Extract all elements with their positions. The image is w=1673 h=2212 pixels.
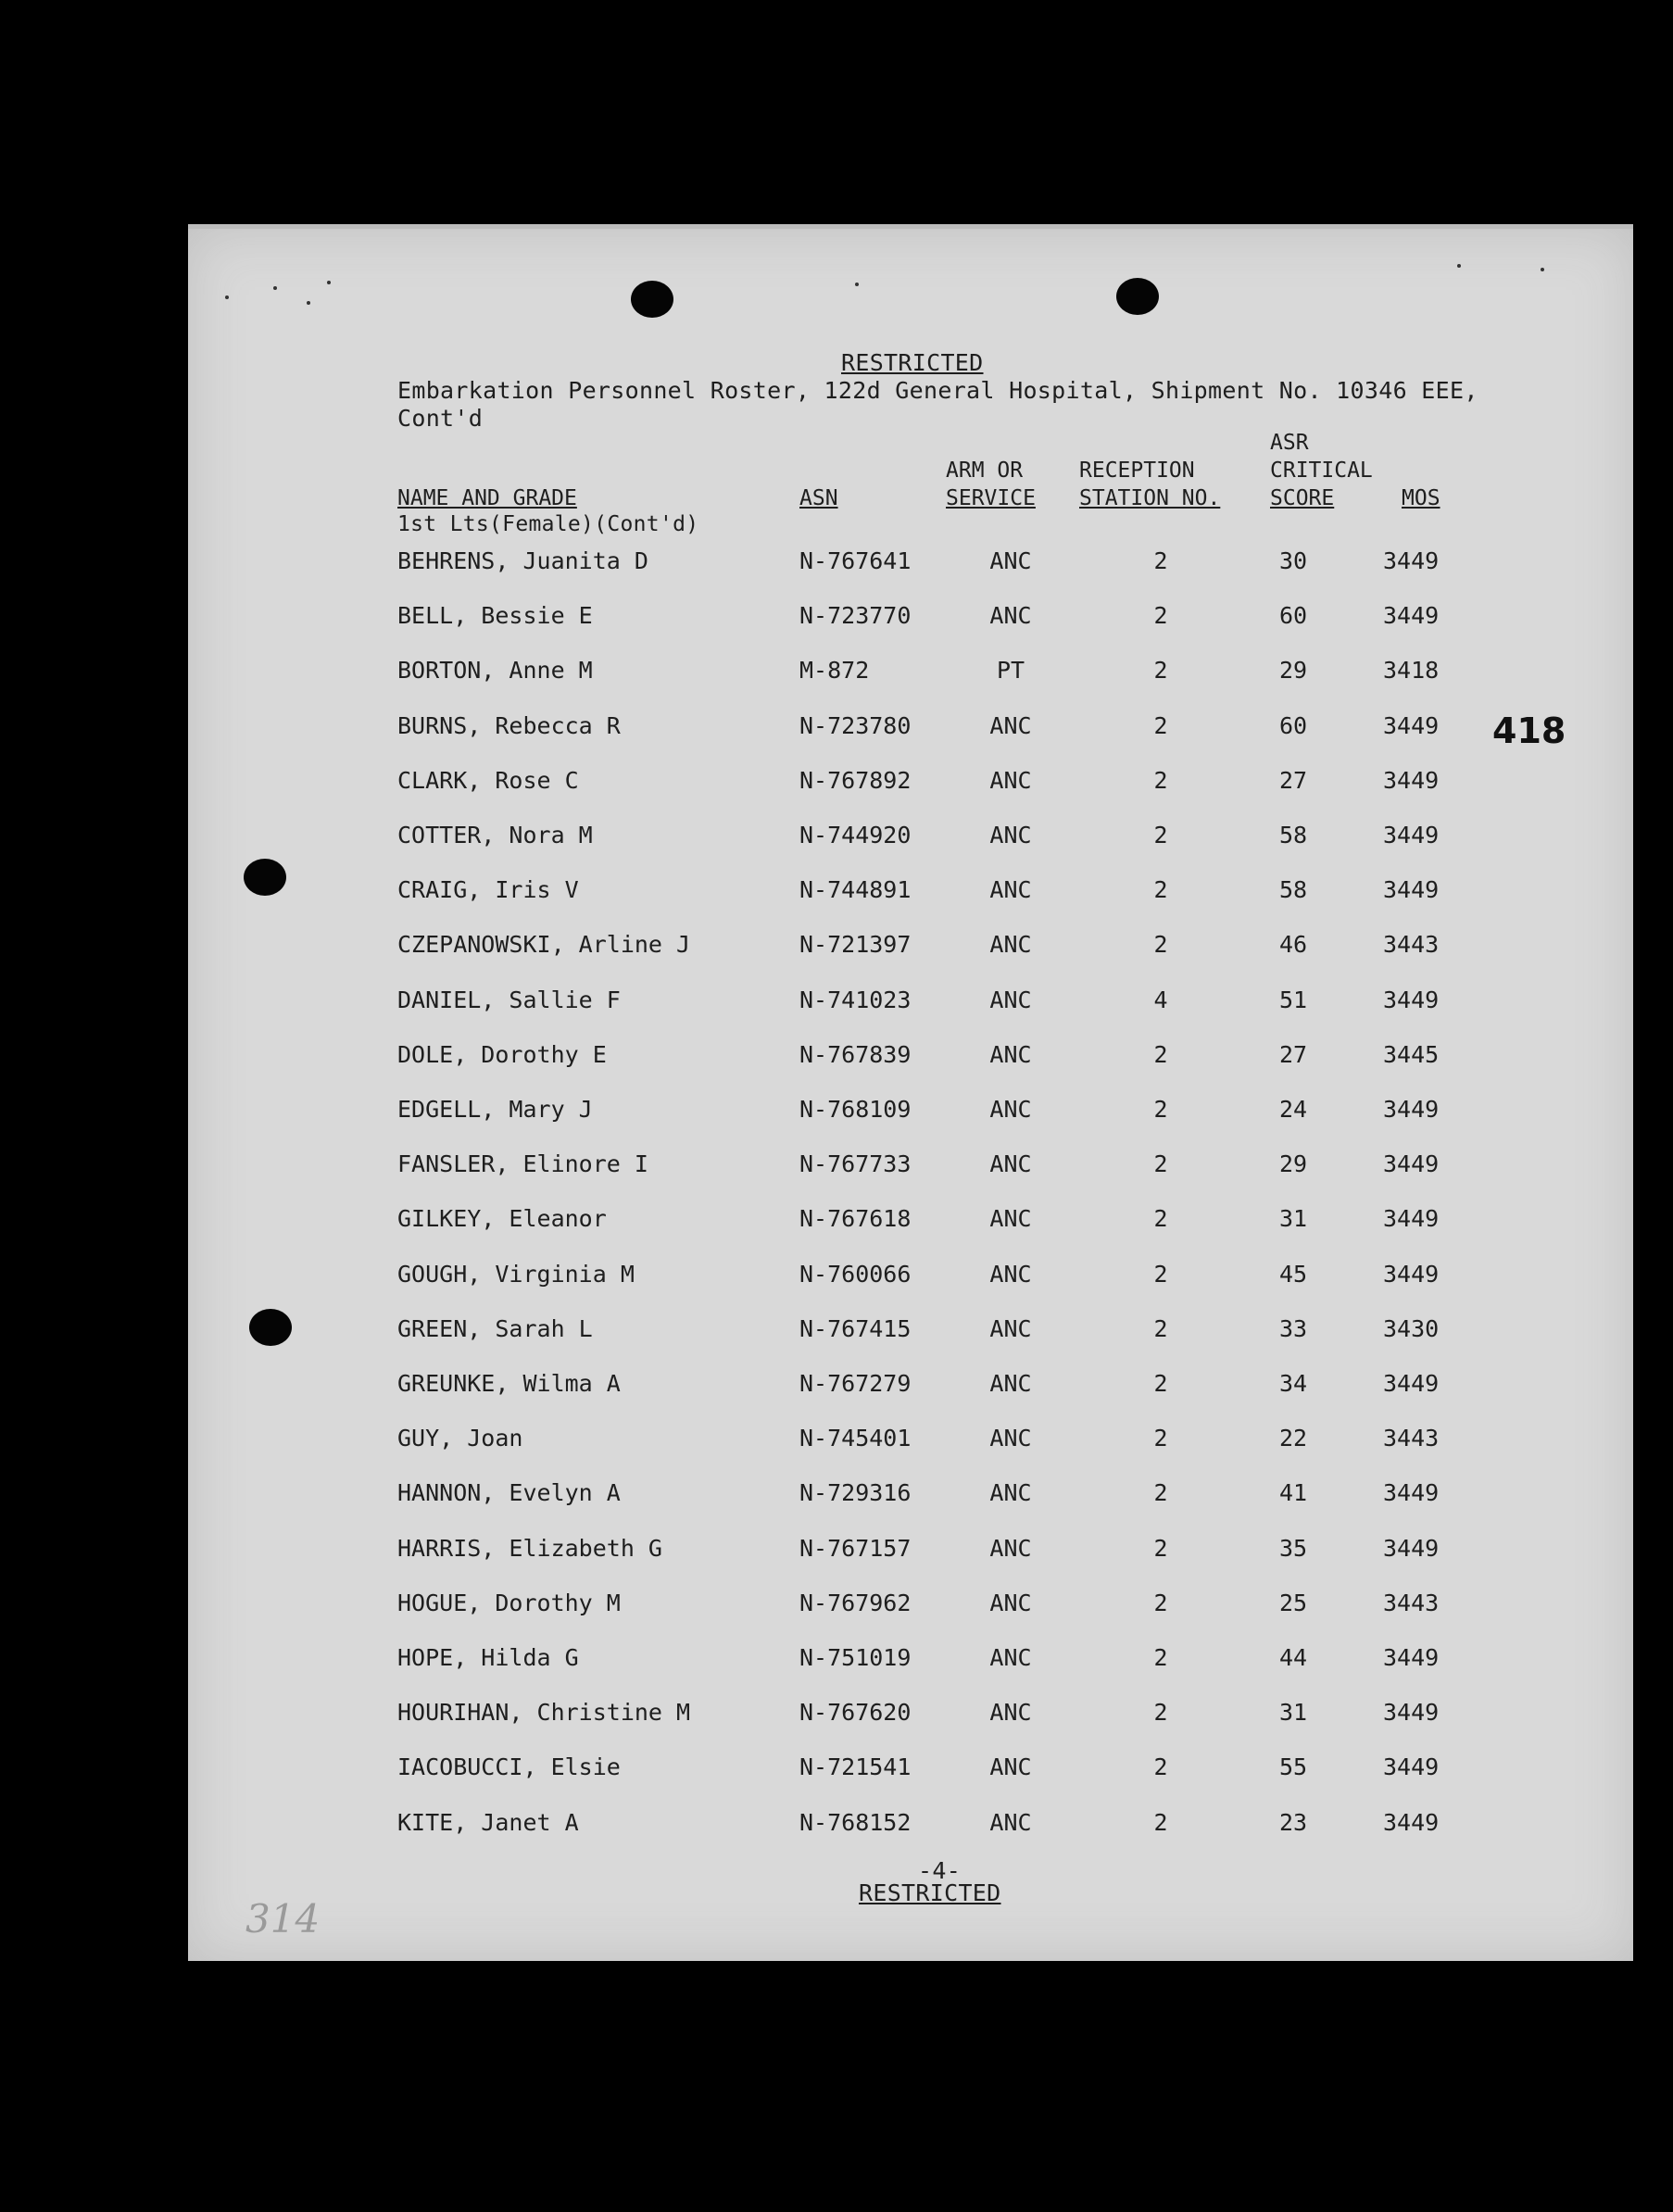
roster-name: HOGUE, Dorothy M (397, 1589, 621, 1616)
paper-speck (327, 281, 331, 284)
table-row (188, 712, 1633, 749)
roster-arm-or-service: ANC (989, 1479, 1032, 1507)
roster-asn: M-872 (799, 657, 870, 685)
classification-top: RESTRICTED (841, 349, 984, 376)
roster-reception-station: 2 (1153, 547, 1168, 574)
roster-critical-score: 34 (1278, 1370, 1308, 1397)
roster-arm-or-service: ANC (989, 1808, 1032, 1836)
roster-critical-score: 33 (1278, 1314, 1308, 1342)
roster-asn: N-767892 (799, 766, 912, 794)
roster-critical-score: 23 (1278, 1808, 1308, 1836)
roster-name: GUY, Joan (397, 1425, 523, 1452)
page-number: -4- (918, 1857, 962, 1884)
roster-name: BURNS, Rebecca R (397, 711, 621, 739)
roster-reception-station: 4 (1153, 986, 1168, 1013)
roster-reception-station: 2 (1153, 1699, 1168, 1727)
roster-critical-score: 27 (1278, 1040, 1308, 1068)
roster-arm-or-service: ANC (989, 1370, 1032, 1397)
roster-critical-score: 31 (1278, 1205, 1308, 1233)
roster-asn: N-723780 (799, 711, 912, 739)
roster-reception-station: 2 (1153, 1534, 1168, 1562)
roster-critical-score: 55 (1278, 1753, 1308, 1781)
roster-arm-or-service: ANC (989, 1644, 1032, 1671)
roster-name: BELL, Bessie E (397, 602, 593, 630)
paper-speck (307, 301, 310, 305)
roster-asn: N-768152 (799, 1808, 912, 1836)
roster-critical-score: 51 (1278, 986, 1308, 1013)
table-row (188, 1370, 1633, 1407)
table-row (188, 1535, 1633, 1572)
table-row (188, 987, 1633, 1024)
roster-name: BORTON, Anne M (397, 657, 593, 685)
table-row (188, 876, 1633, 913)
classification-bottom: RESTRICTED (859, 1879, 1001, 1906)
roster-asn: N-741023 (799, 986, 912, 1013)
roster-asn: N-767962 (799, 1589, 912, 1616)
roster-arm-or-service: ANC (989, 602, 1032, 630)
roster-name: IACOBUCCI, Elsie (397, 1753, 621, 1781)
table-row (188, 1644, 1633, 1681)
roster-arm-or-service: ANC (989, 1534, 1032, 1562)
paper-speck (1457, 264, 1461, 268)
roster-asn: N-767620 (799, 1699, 912, 1727)
roster-asn: N-767733 (799, 1150, 912, 1178)
roster-mos: 3449 (1383, 1096, 1440, 1123)
roster-critical-score: 24 (1278, 1096, 1308, 1123)
roster-mos: 3443 (1383, 931, 1440, 959)
roster-reception-station: 2 (1153, 931, 1168, 959)
roster-name: KITE, Janet A (397, 1808, 579, 1836)
roster-mos: 3449 (1383, 876, 1440, 904)
roster-reception-station: 2 (1153, 1479, 1168, 1507)
roster-asn: N-751019 (799, 1644, 912, 1671)
roster-reception-station: 2 (1153, 1370, 1168, 1397)
column-header-reception (1079, 457, 1220, 512)
roster-mos: 3418 (1383, 657, 1440, 685)
roster-arm-or-service: ANC (989, 1150, 1032, 1178)
roster-critical-score: 58 (1278, 876, 1308, 904)
roster-mos: 3430 (1383, 1314, 1440, 1342)
roster-reception-station: 2 (1153, 1425, 1168, 1452)
column-header-score (1270, 429, 1377, 512)
roster-critical-score: 41 (1278, 1479, 1308, 1507)
roster-critical-score: 22 (1278, 1425, 1308, 1452)
column-header-score-line3: SCORE (1270, 486, 1335, 510)
roster-reception-station: 2 (1153, 1096, 1168, 1123)
roster-arm-or-service: ANC (989, 876, 1032, 904)
roster-mos: 3449 (1383, 1260, 1440, 1288)
roster-reception-station: 2 (1153, 711, 1168, 739)
roster-mos: 3449 (1383, 1808, 1440, 1836)
roster-asn: N-767839 (799, 1040, 912, 1068)
roster-asn: N-767157 (799, 1534, 912, 1562)
table-row (188, 1041, 1633, 1078)
roster-mos: 3443 (1383, 1589, 1440, 1616)
roster-arm-or-service: ANC (989, 711, 1032, 739)
table-row (188, 931, 1633, 968)
roster-critical-score: 27 (1278, 766, 1308, 794)
roster-mos: 3449 (1383, 1753, 1440, 1781)
roster-name: EDGELL, Mary J (397, 1096, 593, 1123)
roster-critical-score: 45 (1278, 1260, 1308, 1288)
roster-arm-or-service: ANC (989, 822, 1032, 848)
roster-reception-station: 2 (1153, 876, 1168, 904)
table-row (188, 1096, 1633, 1133)
roster-critical-score: 35 (1278, 1534, 1308, 1562)
roster-arm-or-service: ANC (989, 1260, 1032, 1288)
stamped-number: 418 (1492, 710, 1566, 751)
roster-reception-station: 2 (1153, 1150, 1168, 1178)
roster-reception-station: 2 (1153, 766, 1168, 794)
roster-critical-score: 44 (1278, 1644, 1308, 1671)
roster-mos: 3449 (1383, 1370, 1440, 1397)
roster-arm-or-service: ANC (989, 1589, 1032, 1616)
roster-name: GOUGH, Virginia M (397, 1260, 635, 1288)
roster-critical-score: 25 (1278, 1589, 1308, 1616)
table-row (188, 1315, 1633, 1352)
roster-mos: 3449 (1383, 766, 1440, 794)
roster-reception-station: 2 (1153, 822, 1168, 848)
column-header-asn: ASN (799, 486, 838, 510)
column-header-reception-line1: RECEPTION (1079, 459, 1195, 483)
roster-mos: 3449 (1383, 711, 1440, 739)
document-title-continued: Cont'd (397, 405, 484, 432)
roster-arm-or-service: ANC (989, 1040, 1032, 1068)
roster-arm-or-service: PT (996, 657, 1025, 685)
roster-reception-station: 2 (1153, 1808, 1168, 1836)
roster-mos: 3449 (1383, 547, 1440, 574)
roster-mos: 3449 (1383, 986, 1440, 1013)
roster-reception-station: 2 (1153, 657, 1168, 685)
paper-speck (273, 286, 277, 290)
roster-critical-score: 31 (1278, 1699, 1308, 1727)
roster-name: GILKEY, Eleanor (397, 1205, 607, 1233)
roster-reception-station: 2 (1153, 1644, 1168, 1671)
roster-name: COTTER, Nora M (397, 822, 593, 848)
paper-speck (225, 295, 229, 299)
roster-name: CLARK, Rose C (397, 766, 579, 794)
group-heading: 1st Lts(Female)(Cont'd) (397, 512, 699, 536)
roster-reception-station: 2 (1153, 1205, 1168, 1233)
table-row (188, 822, 1633, 859)
roster-name: DANIEL, Sallie F (397, 986, 621, 1013)
roster-asn: N-721541 (799, 1753, 912, 1781)
roster-mos: 3449 (1383, 602, 1440, 630)
roster-name: CZEPANOWSKI, Arline J (397, 931, 691, 959)
column-header-score-line2: CRITICAL (1270, 459, 1373, 483)
roster-arm-or-service: ANC (989, 547, 1032, 574)
roster-reception-station: 2 (1153, 1260, 1168, 1288)
table-row (188, 602, 1633, 639)
roster-arm-or-service: ANC (989, 1314, 1032, 1342)
roster-asn: N-767279 (799, 1370, 912, 1397)
paper-speck (855, 283, 859, 286)
table-row (188, 547, 1633, 584)
roster-arm-or-service: ANC (989, 986, 1032, 1013)
roster-name: CRAIG, Iris V (397, 876, 579, 904)
roster-name: HOURIHAN, Christine M (397, 1699, 691, 1727)
roster-critical-score: 30 (1278, 547, 1308, 574)
document-title: Embarkation Personnel Roster, 122d General Hospital, Shipment No. 10346 EEE, (397, 377, 1478, 404)
roster-arm-or-service: ANC (989, 1205, 1032, 1233)
roster-mos: 3449 (1383, 1534, 1440, 1562)
roster-arm-or-service: ANC (989, 1699, 1032, 1727)
document-page (188, 224, 1633, 1961)
column-header-reception-line2: STATION NO. (1079, 486, 1221, 510)
column-header-arm-line1: ARM OR (946, 459, 1024, 483)
roster-critical-score: 58 (1278, 822, 1308, 848)
roster-asn: N-760066 (799, 1260, 912, 1288)
roster-name: GREEN, Sarah L (397, 1314, 593, 1342)
roster-reception-station: 2 (1153, 1589, 1168, 1616)
roster-asn: N-721397 (799, 931, 912, 959)
roster-mos: 3449 (1383, 1644, 1440, 1671)
table-row (188, 767, 1633, 804)
table-row (188, 657, 1633, 694)
roster-asn: N-767415 (799, 1314, 912, 1342)
roster-mos: 3449 (1383, 822, 1440, 848)
roster-mos: 3443 (1383, 1425, 1440, 1452)
roster-name: BEHRENS, Juanita D (397, 547, 648, 574)
roster-critical-score: 29 (1278, 657, 1308, 685)
paper-speck (1541, 268, 1544, 271)
table-row (188, 1590, 1633, 1627)
roster-reception-station: 2 (1153, 1314, 1168, 1342)
table-row (188, 1699, 1633, 1736)
roster-asn: N-745401 (799, 1425, 912, 1452)
table-row (188, 1753, 1633, 1791)
roster-name: GREUNKE, Wilma A (397, 1370, 621, 1397)
roster-reception-station: 2 (1153, 602, 1168, 630)
punch-hole-top-right (1116, 278, 1159, 315)
roster-mos: 3445 (1383, 1040, 1440, 1068)
roster-arm-or-service: ANC (989, 1753, 1032, 1781)
column-header-name: NAME AND GRADE (397, 486, 577, 510)
pencil-note: 314 (245, 1896, 321, 1942)
roster-asn: N-729316 (799, 1479, 912, 1507)
table-row (188, 1425, 1633, 1462)
roster-name: FANSLER, Elinore I (397, 1150, 648, 1178)
punch-hole-top-left (631, 281, 673, 318)
table-row (188, 1150, 1633, 1188)
table-row (188, 1205, 1633, 1242)
roster-mos: 3449 (1383, 1699, 1440, 1727)
table-row (188, 1809, 1633, 1846)
roster-asn: N-768109 (799, 1096, 912, 1123)
column-header-mos: MOS (1402, 486, 1440, 510)
roster-arm-or-service: ANC (989, 1096, 1032, 1123)
column-header-arm (946, 457, 1036, 512)
column-header-arm-line2: SERVICE (946, 486, 1036, 510)
roster-mos: 3449 (1383, 1150, 1440, 1178)
roster-reception-station: 2 (1153, 1753, 1168, 1781)
roster-name: HOPE, Hilda G (397, 1644, 579, 1671)
roster-asn: N-744891 (799, 876, 912, 904)
roster-asn: N-767641 (799, 547, 912, 574)
roster-mos: 3449 (1383, 1205, 1440, 1233)
table-row (188, 1261, 1633, 1298)
roster-name: HANNON, Evelyn A (397, 1479, 621, 1507)
roster-critical-score: 60 (1278, 602, 1308, 630)
roster-arm-or-service: ANC (989, 766, 1032, 794)
roster-reception-station: 2 (1153, 1040, 1168, 1068)
roster-asn: N-744920 (799, 822, 912, 848)
roster-critical-score: 46 (1278, 931, 1308, 959)
roster-name: DOLE, Dorothy E (397, 1040, 607, 1068)
roster-mos: 3449 (1383, 1479, 1440, 1507)
roster-asn: N-767618 (799, 1205, 912, 1233)
roster-critical-score: 29 (1278, 1150, 1308, 1178)
table-row (188, 1479, 1633, 1516)
column-header-score-line1: ASR (1270, 431, 1309, 455)
roster-arm-or-service: ANC (989, 931, 1032, 959)
roster-critical-score: 60 (1278, 711, 1308, 739)
roster-name: HARRIS, Elizabeth G (397, 1534, 662, 1562)
roster-asn: N-723770 (799, 602, 912, 630)
roster-arm-or-service: ANC (989, 1425, 1032, 1452)
